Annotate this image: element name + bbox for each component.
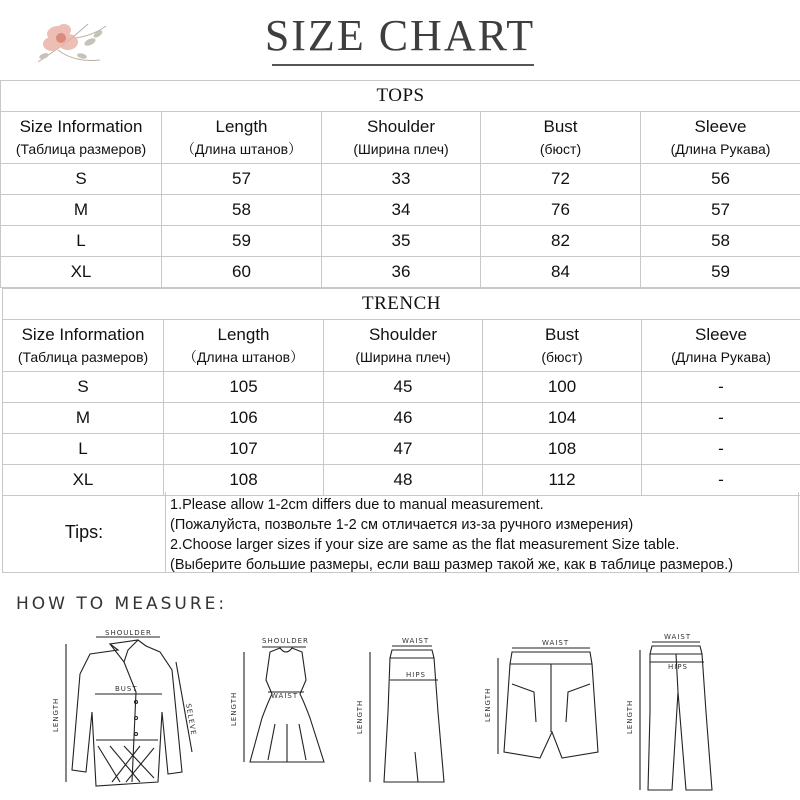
shorts-diagram-icon — [504, 652, 598, 758]
waist-label: WAIST — [664, 633, 692, 641]
table-row — [1, 226, 800, 257]
waist-label: WAIST — [542, 639, 570, 647]
col-header-length: Length （Длина штанов） — [162, 112, 322, 164]
col-header-size: Size Information (Таблица размеров) — [1, 112, 162, 164]
sleeve-label: SELEVE — [184, 702, 198, 737]
length-label: LENGTH — [356, 699, 364, 734]
sleeve-cell: 58 — [641, 226, 800, 257]
measure-diagrams — [0, 622, 800, 800]
waist-label: WAIST — [271, 692, 299, 700]
col-header-sleeve: Sleeve (Длина Рукава) — [641, 112, 800, 164]
sleeve-cell: 57 — [641, 195, 800, 226]
col-header-shoulder: Shoulder (Ширина плеч) — [322, 112, 481, 164]
tips-label: Tips: — [3, 492, 166, 572]
tips-text — [170, 495, 795, 575]
length-cell: 105 — [164, 372, 324, 403]
waist-label: WAIST — [402, 637, 430, 645]
bust-cell: 76 — [481, 195, 641, 226]
shoulder-cell: 45 — [324, 372, 483, 403]
sleeve-cell: - — [642, 434, 800, 465]
bust-cell: 112 — [483, 465, 642, 496]
col-header-length: Length （Длина штанов） — [164, 320, 324, 372]
size-cell: M — [3, 403, 164, 434]
table-row — [3, 465, 800, 496]
col-header-bust: Bust (бюст) — [481, 112, 641, 164]
size-cell: XL — [3, 465, 164, 496]
length-cell: 60 — [162, 257, 322, 288]
size-cell: L — [3, 434, 164, 465]
col-header-shoulder: Shoulder (Ширина плеч) — [324, 320, 483, 372]
trench-size-table — [2, 288, 800, 496]
length-label: LENGTH — [484, 687, 492, 722]
col-header-sleeve: Sleeve (Длина Рукава) — [642, 320, 800, 372]
sleeve-cell: 59 — [641, 257, 800, 288]
skirt-diagram-icon — [384, 650, 444, 782]
table-row — [1, 257, 800, 288]
how-to-measure-title: HOW TO MEASURE: — [16, 594, 228, 614]
measure-diagrams-svg — [0, 622, 800, 800]
length-cell: 57 — [162, 164, 322, 195]
tips-box — [2, 492, 799, 573]
bust-cell: 84 — [481, 257, 641, 288]
bust-label: BUST — [115, 685, 138, 693]
jacket-diagram-icon — [72, 640, 182, 786]
sleeve-cell: - — [642, 372, 800, 403]
col-header-size: Size Information (Таблица размеров) — [3, 320, 164, 372]
tops-size-table — [0, 80, 800, 288]
table-row — [1, 195, 800, 226]
tip-line: 2.Choose larger sizes if your size are same as the flat measurement Size table. — [170, 537, 680, 553]
hips-label: HIPS — [668, 663, 688, 671]
bust-cell: 100 — [483, 372, 642, 403]
sleeve-cell: 56 — [641, 164, 800, 195]
tip-line: (Выберите большие размеры, если ваш размер такой же, как в таблице размеров.) — [170, 557, 734, 573]
shoulder-label: SHOULDER — [105, 629, 152, 637]
size-cell: S — [3, 372, 164, 403]
length-cell: 107 — [164, 434, 324, 465]
size-cell: L — [1, 226, 162, 257]
tops-title: TOPS — [1, 81, 800, 112]
trench-title: TRENCH — [3, 289, 800, 320]
bust-cell: 72 — [481, 164, 641, 195]
shoulder-label: SHOULDER — [262, 637, 309, 645]
table-row — [3, 403, 800, 434]
dress-diagram-icon — [250, 648, 324, 762]
length-cell: 106 — [164, 403, 324, 434]
header — [0, 0, 800, 80]
table-row — [3, 372, 800, 403]
page-title: SIZE CHART — [264, 11, 536, 60]
hips-label: HIPS — [406, 671, 426, 679]
length-label: LENGTH — [230, 691, 238, 726]
length-cell: 59 — [162, 226, 322, 257]
length-cell: 58 — [162, 195, 322, 226]
bust-cell: 108 — [483, 434, 642, 465]
length-label: LENGTH — [52, 697, 60, 732]
shoulder-cell: 47 — [324, 434, 483, 465]
shoulder-cell: 46 — [324, 403, 483, 434]
tops-header-row — [1, 112, 800, 164]
tip-line: 1.Please allow 1-2cm differs due to manual measurement. — [170, 497, 544, 513]
table-row — [1, 164, 800, 195]
table-row — [3, 434, 800, 465]
tip-line: (Пожалуйста, позвольте 1-2 см отличается из-за ручного измерения) — [170, 517, 634, 533]
shoulder-cell: 36 — [322, 257, 481, 288]
shoulder-cell: 33 — [322, 164, 481, 195]
length-cell: 108 — [164, 465, 324, 496]
shoulder-cell: 34 — [322, 195, 481, 226]
shoulder-cell: 48 — [324, 465, 483, 496]
sleeve-cell: - — [642, 465, 800, 496]
size-cell: M — [1, 195, 162, 226]
size-cell: XL — [1, 257, 162, 288]
title-underline — [272, 64, 534, 66]
col-header-bust: Bust (бюст) — [483, 320, 642, 372]
length-label: LENGTH — [626, 699, 634, 734]
trench-header-row — [3, 320, 800, 372]
shoulder-cell: 35 — [322, 226, 481, 257]
bust-cell: 82 — [481, 226, 641, 257]
sleeve-cell: - — [642, 403, 800, 434]
bust-cell: 104 — [483, 403, 642, 434]
size-cell: S — [1, 164, 162, 195]
